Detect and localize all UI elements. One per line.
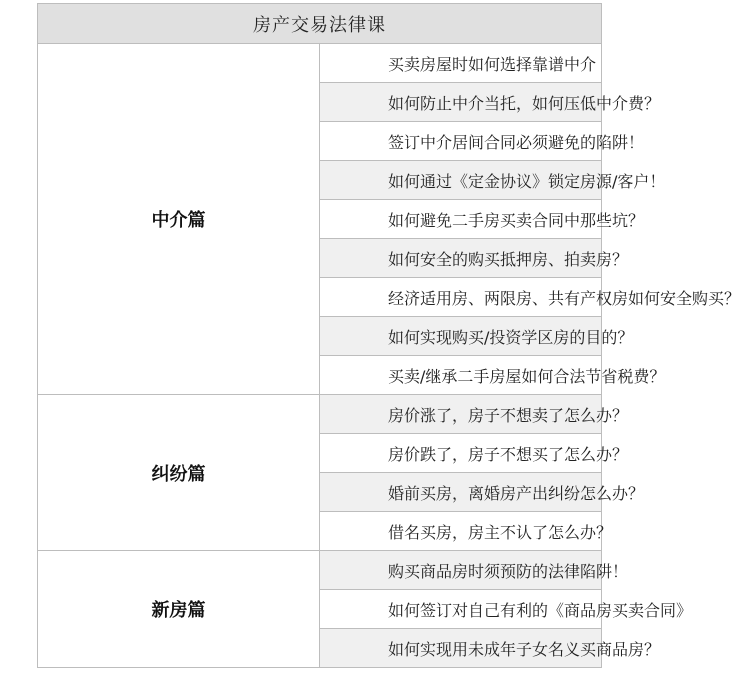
table-row: 如何防止中介当托，如何压低中介费？ [320, 83, 602, 122]
section-label-agency: 中介篇 [38, 44, 320, 395]
table-row: 如何安全的购买抵押房、拍卖房？ [320, 239, 602, 278]
table-title: 房产交易法律课 [38, 4, 602, 44]
table-row: 如何通过《定金协议》锁定房源/客户！ [320, 161, 602, 200]
section-label-new-homes: 新房篇 [38, 551, 320, 668]
course-table [37, 3, 740, 668]
section-label-disputes: 纠纷篇 [38, 395, 320, 551]
table-row: 房价涨了，房子不想卖了怎么办？ [320, 395, 602, 434]
table-row: 经济适用房、两限房、共有产权房如何安全购买？ [320, 278, 602, 317]
table-row: 签订中介居间合同必须避免的陷阱！ [320, 122, 602, 161]
table-row: 购买商品房时须预防的法律陷阱！ [320, 551, 602, 590]
table-row: 房价跌了，房子不想买了怎么办？ [320, 434, 602, 473]
table-row: 借名买房，房主不认了怎么办？ [320, 512, 602, 551]
table-row: 买卖房屋时如何选择靠谱中介 [320, 44, 602, 83]
table-row: 如何避免二手房买卖合同中那些坑？ [320, 200, 602, 239]
table-row: 如何实现购买/投资学区房的目的？ [320, 317, 602, 356]
course-table-container [37, 3, 740, 668]
table-row: 如何实现用未成年子女名义买商品房？ [320, 629, 602, 668]
table-row: 如何签订对自己有利的《商品房买卖合同》 [320, 590, 602, 629]
table-row: 婚前买房，离婚房产出纠纷怎么办？ [320, 473, 602, 512]
table-row: 买卖/继承二手房屋如何合法节省税费？ [320, 356, 602, 395]
